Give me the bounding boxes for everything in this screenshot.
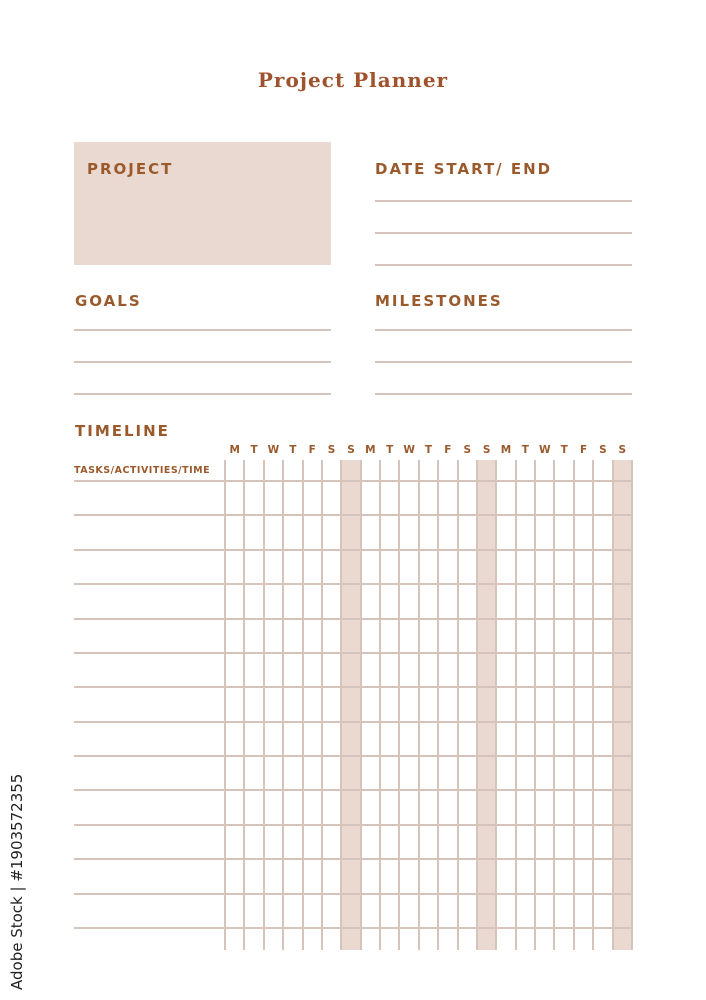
task-row-line[interactable] bbox=[74, 652, 632, 654]
task-row-line[interactable] bbox=[74, 824, 632, 826]
goals-line[interactable] bbox=[74, 329, 331, 331]
day-header: M bbox=[229, 444, 240, 456]
day-header: W bbox=[267, 444, 280, 456]
page-title: Project Planner bbox=[257, 68, 449, 92]
grid-column-line bbox=[437, 460, 439, 950]
grid-column-line bbox=[340, 460, 342, 950]
task-row-line[interactable] bbox=[74, 583, 632, 585]
day-header: S bbox=[463, 444, 472, 456]
grid-column-line bbox=[263, 460, 265, 950]
day-header: T bbox=[386, 444, 394, 456]
day-header: F bbox=[579, 444, 588, 456]
grid-column-line bbox=[495, 460, 497, 950]
grid-column-line bbox=[418, 460, 420, 950]
grid-column-line bbox=[612, 460, 614, 950]
grid-column-line bbox=[360, 460, 362, 950]
grid-column-line bbox=[457, 460, 459, 950]
project-box[interactable] bbox=[74, 142, 331, 265]
task-row-line[interactable] bbox=[74, 789, 632, 791]
timeline-label: TIMELINE bbox=[75, 422, 170, 440]
day-header: S bbox=[327, 444, 336, 456]
day-header: F bbox=[308, 444, 316, 456]
day-header: T bbox=[424, 444, 433, 456]
grid-column-line bbox=[631, 460, 633, 950]
day-header: T bbox=[521, 444, 529, 456]
task-row-line[interactable] bbox=[74, 721, 632, 723]
day-header: F bbox=[444, 444, 452, 456]
grid-column-line bbox=[398, 460, 400, 950]
sunday-band bbox=[613, 460, 632, 950]
grid-column-line bbox=[243, 460, 245, 950]
date-line[interactable] bbox=[375, 200, 632, 202]
grid-column-line bbox=[553, 460, 555, 950]
sunday-band bbox=[477, 460, 496, 950]
task-row-line[interactable] bbox=[74, 480, 632, 482]
milestones-line[interactable] bbox=[375, 329, 632, 331]
grid-column-line bbox=[224, 460, 226, 950]
grid-column-line bbox=[534, 460, 536, 950]
day-header: S bbox=[618, 444, 627, 456]
date-label: DATE START/ END bbox=[375, 160, 553, 178]
goals-line[interactable] bbox=[74, 361, 331, 363]
grid-column-line bbox=[302, 460, 304, 950]
day-header: W bbox=[538, 444, 551, 456]
milestones-label: MILESTONES bbox=[375, 292, 503, 310]
date-line[interactable] bbox=[375, 264, 632, 266]
goals-line[interactable] bbox=[74, 393, 331, 395]
project-label: PROJECT bbox=[87, 160, 174, 178]
grid-column-line bbox=[515, 460, 517, 950]
day-header: S bbox=[347, 444, 355, 456]
task-row-line[interactable] bbox=[74, 858, 632, 860]
task-row-line[interactable] bbox=[74, 549, 632, 551]
goals-label: GOALS bbox=[75, 292, 142, 310]
task-row-line[interactable] bbox=[74, 686, 632, 688]
day-header: T bbox=[250, 444, 258, 456]
task-row-line[interactable] bbox=[74, 755, 632, 757]
grid-column-line bbox=[592, 460, 594, 950]
task-row-line[interactable] bbox=[74, 618, 632, 620]
sunday-band bbox=[341, 460, 360, 950]
stock-watermark-id: Adobe Stock | #1903572355 bbox=[8, 773, 26, 990]
tasks-header: TASKS/ACTIVITIES/TIME bbox=[74, 465, 211, 476]
day-header: S bbox=[482, 444, 491, 456]
grid-column-line bbox=[282, 460, 284, 950]
task-row-line[interactable] bbox=[74, 927, 632, 929]
grid-column-line bbox=[321, 460, 323, 950]
date-line[interactable] bbox=[375, 232, 632, 234]
day-header: S bbox=[599, 444, 607, 456]
day-header: T bbox=[289, 444, 297, 456]
task-row-line[interactable] bbox=[74, 893, 632, 895]
milestones-line[interactable] bbox=[375, 361, 632, 363]
day-header: M bbox=[365, 444, 376, 456]
grid-column-line bbox=[379, 460, 381, 950]
grid-column-line bbox=[573, 460, 575, 950]
task-row-line[interactable] bbox=[74, 514, 632, 516]
day-header: T bbox=[560, 444, 568, 456]
day-header: W bbox=[403, 444, 415, 456]
grid-column-line bbox=[476, 460, 478, 950]
day-header: M bbox=[500, 444, 512, 456]
milestones-line[interactable] bbox=[375, 393, 632, 395]
